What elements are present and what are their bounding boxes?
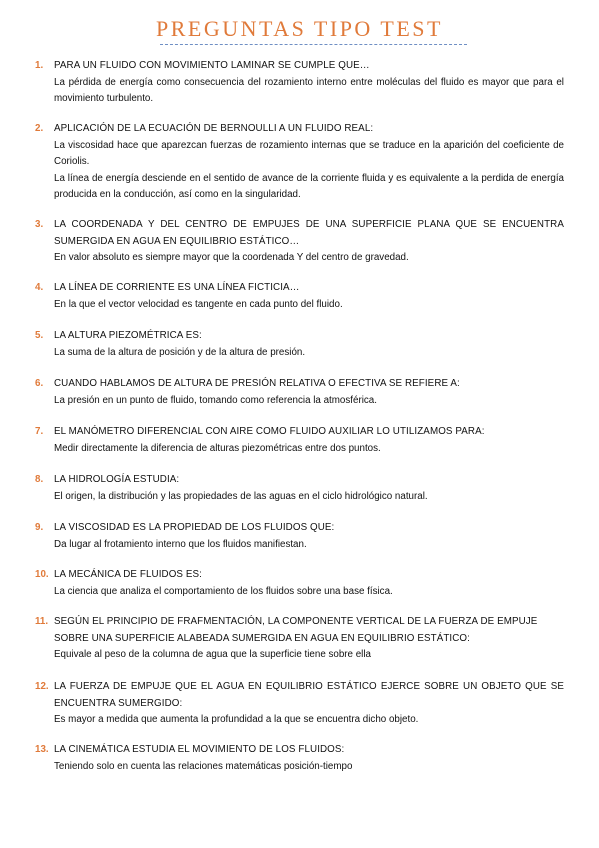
question-item [35, 217, 564, 267]
question-text: LA CINEMÁTICA ESTUDIA EL MOVIMIENTO DE LOS FLUIDOS: [54, 744, 345, 755]
title-underline [160, 44, 467, 45]
question-text: LA MECÁNICA DE FLUIDOS ES: [54, 569, 202, 580]
question-number: 7. [35, 426, 44, 437]
answer-text: La viscosidad hace que aparezcan fuerzas de rozamiento internas que se traduce en la aparición del coeficiente de Coriolis. [54, 139, 564, 167]
question-number: 1. [35, 60, 44, 71]
question-number: 4. [35, 282, 44, 293]
question-item [35, 328, 564, 361]
answer-text: Medir directamente la diferencia de alturas piezométricas entre dos puntos. [54, 442, 381, 454]
question-item [35, 679, 564, 729]
question-item [35, 520, 564, 553]
question-item [35, 280, 564, 313]
answer-text: La ciencia que analiza el comportamiento de los fluidos sobre una base física. [54, 585, 393, 597]
answer-text: Equivale al peso de la columna de agua que la superficie tiene sobre ella [54, 649, 371, 660]
question-number: 13. [35, 744, 49, 755]
question-item [35, 121, 564, 204]
question-number: 3. [35, 219, 44, 230]
question-text: LA FUERZA DE EMPUJE QUE EL AGUA EN EQUILIBRIO ESTÁTICO EJERCE SOBRE UN OBJETO QUE SE ENCUENTRA SUMERGIDO: [54, 681, 564, 709]
question-item [35, 742, 564, 775]
question-item [35, 424, 564, 457]
answer-text: La suma de la altura de posición y de la altura de presión. [54, 346, 306, 358]
answer-text: Da lugar al frotamiento interno que los fluidos manifiestan. [54, 538, 307, 550]
question-text: LA VISCOSIDAD ES LA PROPIEDAD DE LOS FLUIDOS QUE: [54, 522, 335, 533]
question-item [35, 614, 564, 664]
question-number: 8. [35, 474, 44, 485]
answer-text: Teniendo solo en cuenta las relaciones matemáticas posición-tiempo [54, 760, 353, 772]
answer-text: En valor absoluto es siempre mayor que la coordenada Y del centro de gravedad. [54, 252, 409, 263]
answer-text: Es mayor a medida que aumenta la profundidad a la que se encuentra dicho objeto. [54, 714, 419, 725]
page-title: PREGUNTAS TIPO TEST [156, 16, 443, 41]
question-number: 10. [35, 569, 49, 580]
question-text: CUANDO HABLAMOS DE ALTURA DE PRESIÓN RELATIVA O EFECTIVA SE REFIERE A: [54, 378, 460, 389]
question-number: 11. [35, 616, 49, 627]
question-item [35, 376, 564, 409]
answer-text: El origen, la distribución y las propiedades de las aguas en el ciclo hidrológico natural. [54, 490, 428, 502]
question-item [35, 58, 564, 108]
answer-text: La presión en un punto de fluido, tomando como referencia la atmosférica. [54, 394, 377, 406]
question-item [35, 472, 564, 505]
question-text: LA LÍNEA DE CORRIENTE ES UNA LÍNEA FICTICIA… [54, 282, 300, 293]
question-text: PARA UN FLUIDO CON MOVIMIENTO LAMINAR SE CUMPLE QUE… [54, 60, 370, 71]
question-text: SEGÚN EL PRINCIPIO DE FRAFMENTACIÓN, LA COMPONENTE VERTICAL DE LA FUERZA DE EMPUJE SOBRE UNA SUPERFICIE ALABEADA SUMERGIDA EN AGUA EN EQUILIBRIO ESTÁTICO: [54, 616, 538, 644]
question-item [35, 567, 564, 600]
question-text: APLICACIÓN DE LA ECUACIÓN DE BERNOULLI A UN FLUIDO REAL: [54, 123, 374, 134]
question-number: 2. [35, 123, 44, 134]
question-number: 9. [35, 522, 44, 533]
answer-text: En la que el vector velocidad es tangente en cada punto del fluido. [54, 298, 343, 310]
question-number: 5. [35, 330, 44, 341]
question-number: 12. [35, 681, 49, 692]
question-text: LA HIDROLOGÍA ESTUDIA: [54, 474, 180, 485]
question-text: LA COORDENADA Y DEL CENTRO DE EMPUJES DE UNA SUPERFICIE PLANA QUE SE ENCUENTRA SUMERGIDA EN AGUA EN EQUILIBRIO ESTÁTICO… [54, 219, 564, 247]
question-text: LA ALTURA PIEZOMÉTRICA ES: [54, 330, 202, 341]
question-text: EL MANÓMETRO DIFERENCIAL CON AIRE COMO FLUIDO AUXILIAR LO UTILIZAMOS PARA: [54, 426, 485, 437]
answer-text: La pérdida de energía como consecuencia del rozamiento interno entre moléculas del fluido es mayor que para el movimiento turbulento. [54, 76, 564, 104]
answer-text: La línea de energía desciende en el sentido de avance de la corriente fluida y es equivalente a la perdida de energía producida en la conducción, así como en la singularidad. [54, 172, 564, 200]
question-number: 6. [35, 378, 44, 389]
